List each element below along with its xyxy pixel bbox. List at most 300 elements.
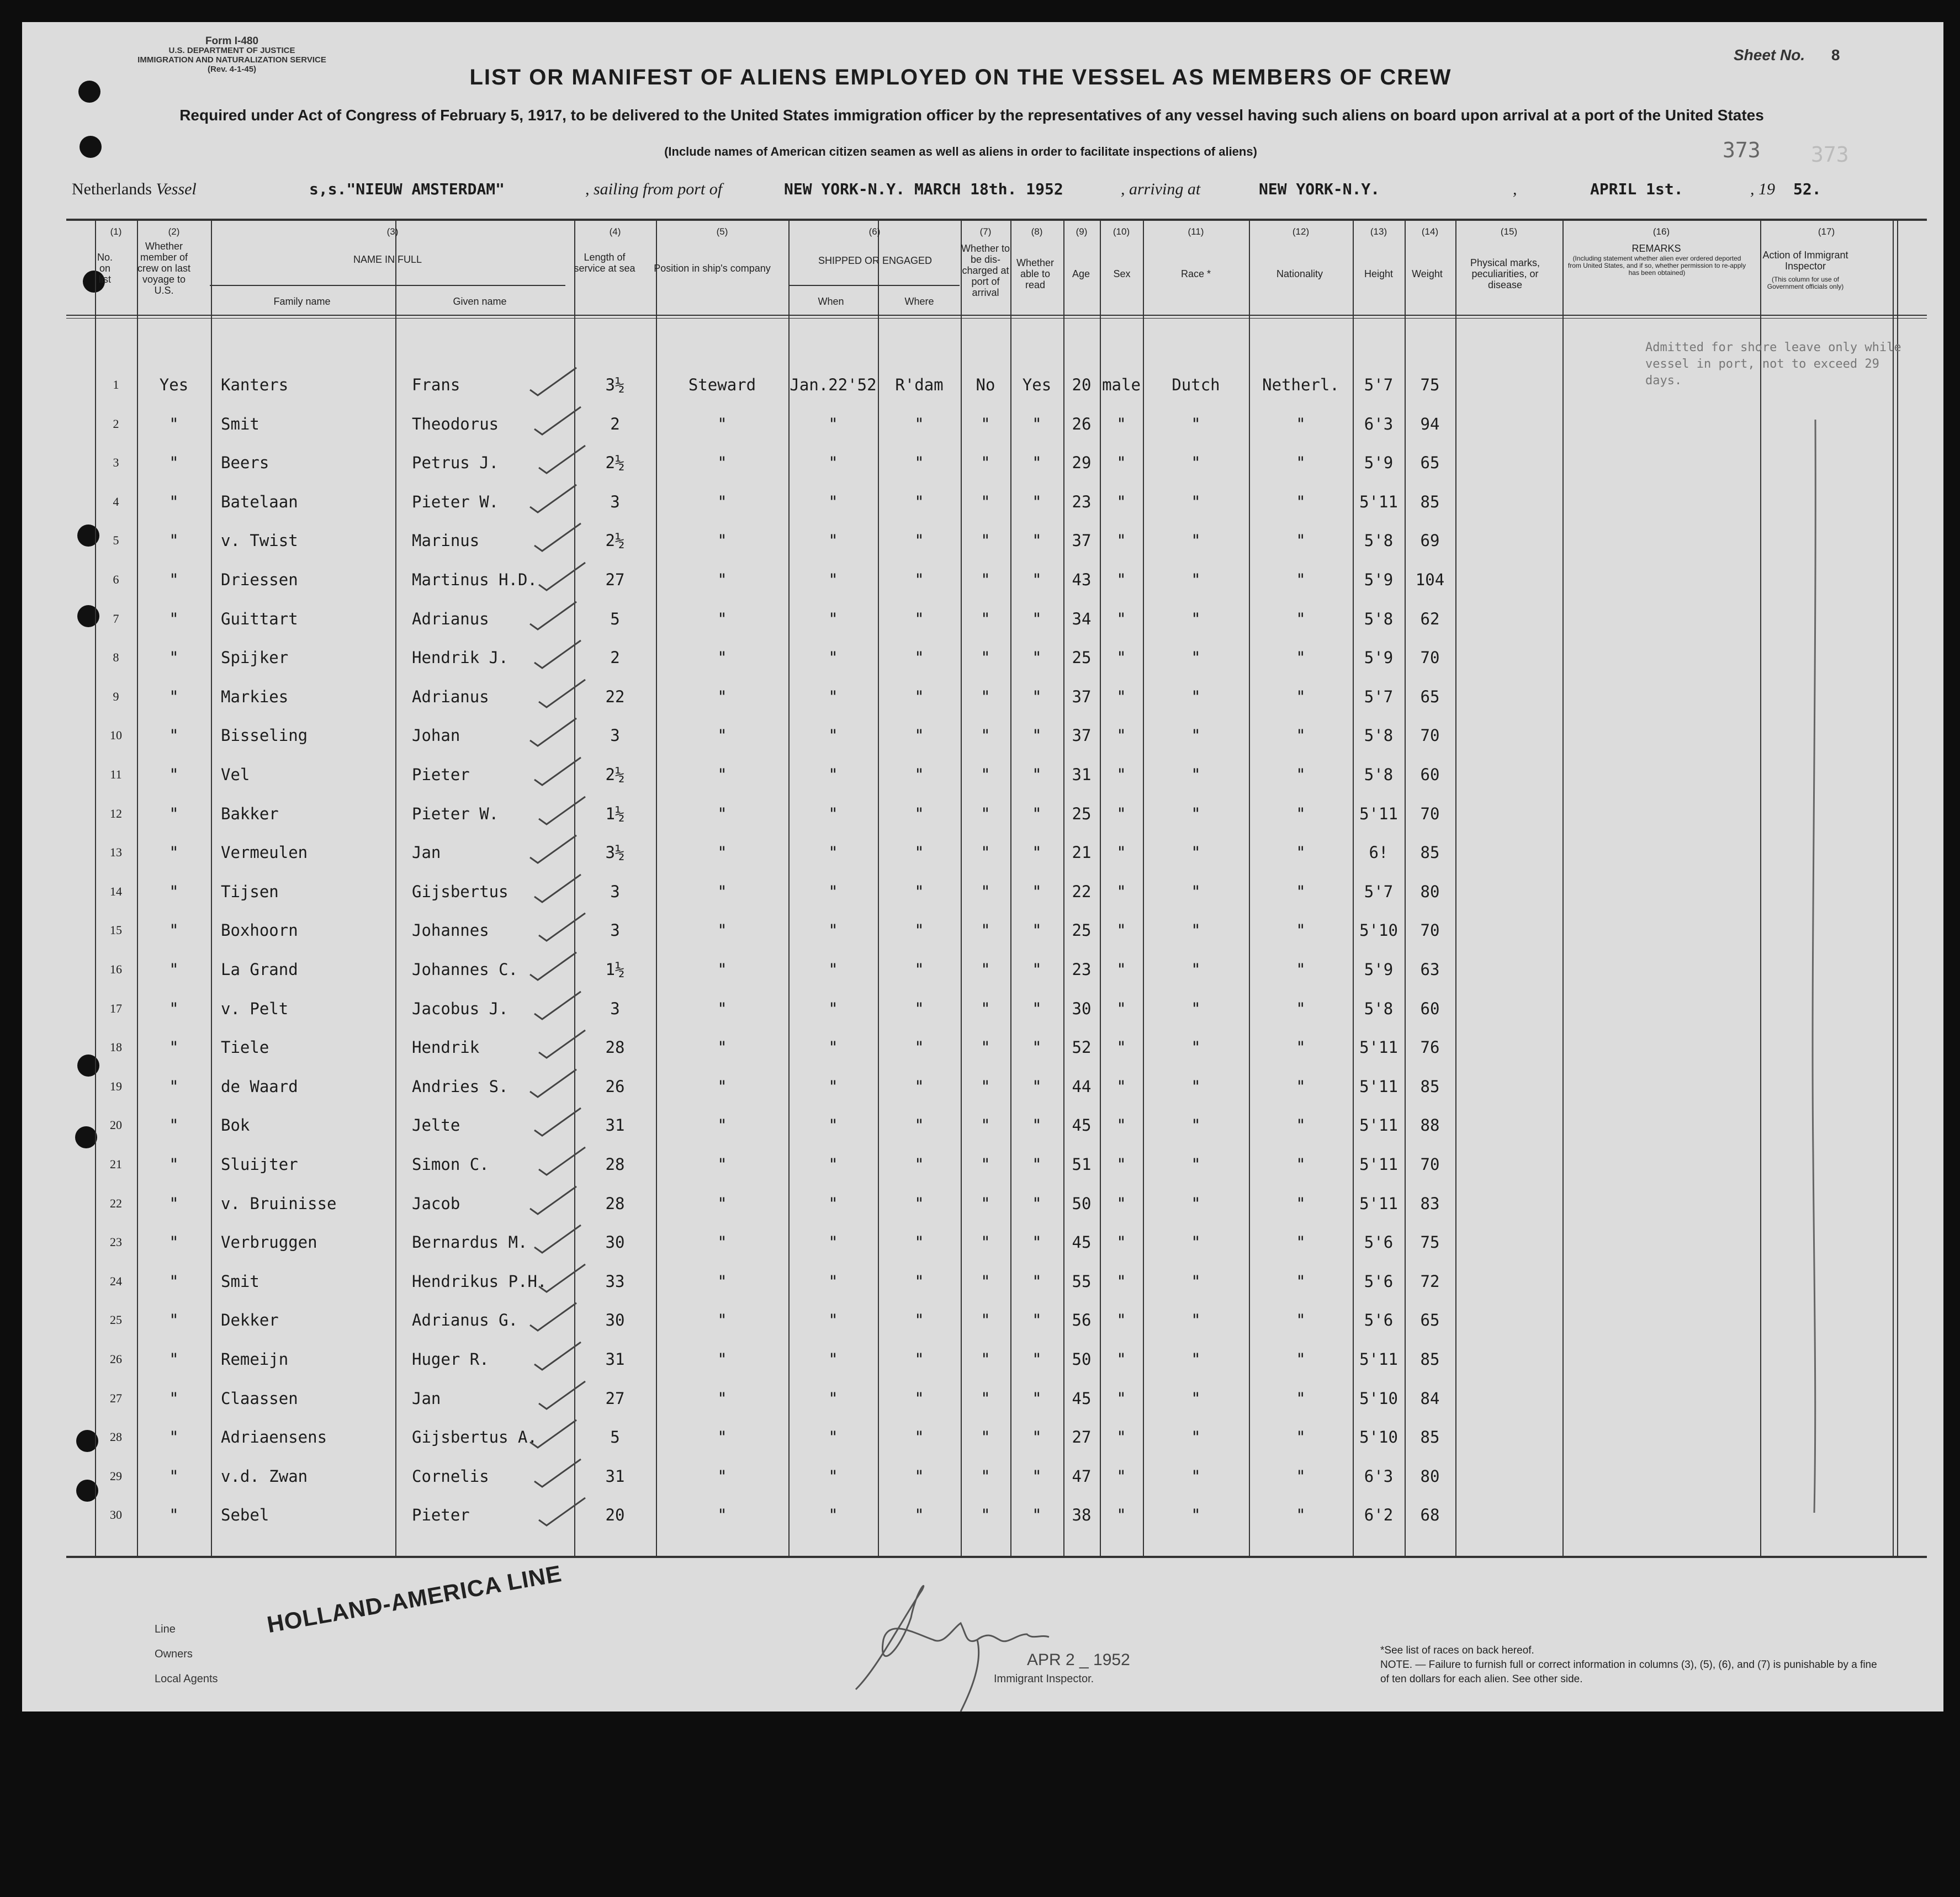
family-name: de Waard (221, 1077, 298, 1096)
age: 38 (1072, 1506, 1092, 1524)
length-of-service: 3½ (605, 843, 625, 862)
where-ditto: " (914, 570, 924, 589)
age: 34 (1072, 610, 1092, 628)
discharged-ditto: " (981, 960, 990, 979)
age: 23 (1072, 960, 1092, 979)
column-number: (13) (1370, 226, 1387, 237)
age: 47 (1072, 1467, 1092, 1486)
column-number: (1) (110, 226, 122, 237)
sex-ditto: " (1116, 1155, 1126, 1174)
check-mark (539, 680, 585, 707)
hdr-nationality: Nationality (1276, 268, 1323, 279)
height: 5'9 (1364, 648, 1394, 667)
discharged-ditto: " (981, 999, 990, 1018)
height: 5'10 (1359, 1389, 1398, 1408)
age: 52 (1072, 1038, 1092, 1057)
given-name: Andries S. (412, 1077, 508, 1096)
comma: , (1513, 180, 1517, 198)
when-ditto: " (828, 687, 838, 706)
discharged-ditto: " (981, 453, 990, 472)
length-of-service: 3 (610, 999, 620, 1018)
sex-ditto: " (1116, 687, 1126, 706)
race-ditto: " (1191, 726, 1201, 745)
height: 5'7 (1364, 375, 1394, 394)
read-ditto: " (1032, 1233, 1042, 1252)
given-name: Bernardus M. (412, 1233, 528, 1252)
row-number: 20 (110, 1118, 122, 1132)
where-ditto: " (914, 1194, 924, 1213)
position-ditto: " (717, 1233, 727, 1252)
weight: 69 (1420, 531, 1440, 550)
where-ditto: " (914, 1428, 924, 1446)
height: 5'11 (1359, 1116, 1398, 1135)
weight: 75 (1420, 375, 1440, 394)
where-ditto: " (914, 687, 924, 706)
when-ditto: " (828, 1116, 838, 1135)
given-name: Pieter (412, 765, 470, 784)
length-of-service: 31 (605, 1467, 625, 1486)
age: 37 (1072, 531, 1092, 550)
discharged-ditto: " (981, 1467, 990, 1486)
footer-agents-label: Local Agents (155, 1673, 218, 1685)
when-ditto: " (828, 610, 838, 628)
check-mark (539, 913, 585, 941)
member-ditto: " (169, 415, 179, 433)
race-ditto: " (1191, 765, 1201, 784)
when-ditto: " (828, 765, 838, 784)
nationality-ditto: " (1296, 843, 1306, 862)
department: U.S. DEPARTMENT OF JUSTICE (168, 46, 295, 55)
weight: 85 (1420, 1077, 1440, 1096)
nationality-ditto: " (1296, 1506, 1306, 1524)
footnote-note: NOTE. — Failure to furnish full or correct information in columns (3), (5), (6), and (7) is punishable by a fine of ten dollars for each alien. See other side. (1380, 1659, 1877, 1685)
family-name: Boxhoorn (221, 921, 298, 940)
where-ditto: " (914, 765, 924, 784)
row-number: 27 (110, 1391, 122, 1405)
arrival-port: NEW YORK-N.Y. (1259, 180, 1380, 198)
member-ditto: " (169, 610, 179, 628)
nationality-ditto: " (1296, 531, 1306, 550)
height: 5'7 (1364, 687, 1394, 706)
position-value: Steward (688, 375, 756, 394)
when-ditto: " (828, 1233, 838, 1252)
discharged-ditto: " (981, 1272, 990, 1291)
height: 5'8 (1364, 610, 1394, 628)
discharged-ditto: " (981, 1506, 990, 1524)
read-ditto: " (1032, 1467, 1042, 1486)
date-stamp: APR 2 _ 1952 (1027, 1651, 1130, 1669)
column-number: (9) (1076, 226, 1088, 237)
weight: 72 (1420, 1272, 1440, 1291)
length-of-service: 1½ (605, 960, 625, 979)
length-of-service: 28 (605, 1194, 625, 1213)
height: 5'8 (1364, 726, 1394, 745)
position-ditto: " (717, 1467, 727, 1486)
age: 25 (1072, 921, 1092, 940)
read-ditto: " (1032, 1311, 1042, 1329)
when-ditto: " (828, 882, 838, 901)
race-ditto: " (1191, 570, 1201, 589)
family-name: Sluijter (221, 1155, 298, 1174)
discharged-ditto: " (981, 492, 990, 511)
family-name: Driessen (221, 570, 298, 589)
hdr-action-note: (This column for use of Government officials only) (1767, 275, 1844, 290)
where-ditto: " (914, 1155, 924, 1174)
discharged-ditto: " (981, 921, 990, 940)
height: 6'3 (1364, 1467, 1394, 1486)
check-mark (530, 485, 576, 512)
read-ditto: " (1032, 765, 1042, 784)
weight: 70 (1420, 804, 1440, 823)
member-ditto: " (169, 1038, 179, 1057)
row-number: 24 (110, 1274, 122, 1288)
sheet-label: Sheet No. (1734, 46, 1805, 63)
read-ditto: " (1032, 960, 1042, 979)
column-number: (4) (609, 226, 621, 237)
row-number: 18 (110, 1040, 122, 1054)
position-ditto: " (717, 726, 727, 745)
discharged-ditto: " (981, 804, 990, 823)
family-name: v. Pelt (221, 999, 289, 1018)
height: 5'10 (1359, 921, 1398, 940)
family-name: Claassen (221, 1389, 298, 1408)
stamp-number-faded: 373 (1811, 142, 1849, 167)
family-name: v. Twist (221, 531, 298, 550)
read-ditto: " (1032, 610, 1042, 628)
height: 5'11 (1359, 1077, 1398, 1096)
when-ditto: " (828, 648, 838, 667)
sex-ditto: " (1116, 843, 1126, 862)
length-of-service: 31 (605, 1350, 625, 1369)
check-mark (539, 1498, 585, 1525)
member-ditto: " (169, 531, 179, 550)
hdr-family-name: Family name (273, 296, 331, 307)
row-number: 29 (110, 1469, 122, 1483)
given-name: Hendrikus P.H. (412, 1272, 547, 1291)
weight: 84 (1420, 1389, 1440, 1408)
discharged-ditto: " (981, 1311, 990, 1329)
read-ditto: " (1032, 921, 1042, 940)
where-ditto: " (914, 531, 924, 550)
check-mark (534, 757, 581, 785)
row-number: 11 (110, 767, 122, 781)
nationality-ditto: " (1296, 999, 1306, 1018)
departure-port-date: NEW YORK-N.Y. MARCH 18th. 1952 (784, 180, 1063, 198)
form-number: Form I-480 (205, 35, 259, 47)
family-name: Tiele (221, 1038, 269, 1057)
family-name: v.d. Zwan (221, 1467, 308, 1486)
age: 25 (1072, 804, 1092, 823)
age: 45 (1072, 1116, 1092, 1135)
hdr-given-name: Given name (453, 296, 507, 307)
read-ditto: " (1032, 531, 1042, 550)
service: IMMIGRATION AND NATURALIZATION SERVICE (137, 55, 326, 65)
member-ditto: " (169, 687, 179, 706)
member-ditto: " (169, 765, 179, 784)
read-ditto: " (1032, 1116, 1042, 1135)
sex-ditto: " (1116, 415, 1126, 433)
family-name: Bisseling (221, 726, 308, 745)
race-ditto: " (1191, 453, 1201, 472)
row-number: 26 (110, 1352, 122, 1366)
race-ditto: " (1191, 531, 1201, 550)
race-ditto: " (1191, 1506, 1201, 1524)
race-ditto: " (1191, 1272, 1201, 1291)
sex-ditto: " (1116, 1116, 1126, 1135)
check-mark (530, 1069, 576, 1097)
family-name: Sebel (221, 1506, 269, 1524)
row-number: 4 (113, 495, 119, 508)
age: 50 (1072, 1350, 1092, 1369)
row-number: 19 (110, 1079, 122, 1093)
sex-ditto: " (1116, 492, 1126, 511)
given-name: Johannes C. (412, 960, 518, 979)
position-ditto: " (717, 1038, 727, 1057)
family-name: Guittart (221, 610, 298, 628)
discharged-ditto: " (981, 1155, 990, 1174)
hdr-sex: Sex (1113, 268, 1131, 279)
height: 6! (1369, 843, 1389, 862)
subtitle: Required under Act of Congress of February 5, 1917, to be delivered to the United States immigration officer by the representatives of any vessel having such aliens on board upon arrival at a port of the United States (179, 107, 1764, 124)
read-ditto: " (1032, 999, 1042, 1018)
given-name: Jan (412, 1389, 441, 1408)
member-ditto: " (169, 1506, 179, 1524)
race-ditto: " (1191, 1077, 1201, 1096)
nationality-ditto: " (1296, 1038, 1306, 1057)
year-prefix: , 19 (1750, 180, 1775, 198)
family-name: Beers (221, 453, 269, 472)
when-ditto: " (828, 726, 838, 745)
hdr-age: Age (1072, 268, 1090, 279)
member-ditto: " (169, 1194, 179, 1213)
discharged-ditto: " (981, 570, 990, 589)
discharged-ditto: " (981, 687, 990, 706)
given-name: Pieter (412, 1506, 470, 1524)
sex-ditto: " (1116, 1428, 1126, 1446)
race-ditto: " (1191, 1038, 1201, 1057)
read-ditto: " (1032, 687, 1042, 706)
when-ditto: " (828, 1467, 838, 1486)
member-ditto: " (169, 921, 179, 940)
family-name: Remeijn (221, 1350, 289, 1369)
height: 5'9 (1364, 453, 1394, 472)
check-mark (530, 835, 576, 863)
hdr-length-service: Length of service at sea (574, 252, 635, 274)
when-ditto: " (828, 1038, 838, 1057)
hdr-remarks: REMARKS (1631, 243, 1681, 254)
read-ditto: " (1032, 1506, 1042, 1524)
where-ditto: " (914, 1389, 924, 1408)
family-name: Bok (221, 1116, 250, 1135)
when-ditto: " (828, 1311, 838, 1329)
age: 31 (1072, 765, 1092, 784)
member-ditto: " (169, 960, 179, 979)
read-ditto: " (1032, 843, 1042, 862)
read-ditto: " (1032, 804, 1042, 823)
row-number: 6 (113, 573, 119, 586)
nationality-ditto: " (1296, 1116, 1306, 1135)
when-ditto: " (828, 1155, 838, 1174)
sex-ditto: " (1116, 960, 1126, 979)
height: 6'2 (1364, 1506, 1394, 1524)
read-ditto: " (1032, 1350, 1042, 1369)
row-number: 30 (110, 1508, 122, 1522)
position-ditto: " (717, 687, 727, 706)
race-ditto: " (1191, 1467, 1201, 1486)
when-ditto: " (828, 960, 838, 979)
weight: 85 (1420, 1428, 1440, 1446)
row-number: 2 (113, 417, 119, 431)
manifest-sheet (22, 22, 1943, 1711)
row-number: 16 (110, 962, 122, 976)
position-ditto: " (717, 804, 727, 823)
sheet-value: 8 (1831, 46, 1840, 63)
family-name: Spijker (221, 648, 289, 667)
family-name: La Grand (221, 960, 298, 979)
sex-value: male (1102, 375, 1141, 394)
read-ditto: " (1032, 1389, 1042, 1408)
column-number: (5) (716, 226, 728, 237)
height: 5'6 (1364, 1311, 1394, 1329)
member-ditto: " (169, 1077, 179, 1096)
hdr-no-on-list: No. on list (97, 252, 113, 285)
check-mark (530, 1303, 576, 1331)
weight: 63 (1420, 960, 1440, 979)
hdr-action: Action of Immigrant Inspector (1762, 250, 1848, 272)
discharged-ditto: " (981, 1116, 990, 1135)
column-number: (6) (868, 226, 881, 237)
member-ditto: " (169, 492, 179, 511)
weight: 104 (1415, 570, 1445, 589)
when-ditto: " (828, 1428, 838, 1446)
vessel-name: s,s."NIEUW AMSTERDAM" (309, 180, 505, 198)
given-name: Hendrik J. (412, 648, 508, 667)
nationality-ditto: " (1296, 610, 1306, 628)
column-number: (14) (1421, 226, 1439, 237)
weight: 88 (1420, 1116, 1440, 1135)
given-name: Petrus J. (412, 453, 499, 472)
where-ditto: " (914, 1506, 924, 1524)
sex-ditto: " (1116, 570, 1126, 589)
height: 5'9 (1364, 960, 1394, 979)
member-ditto: " (169, 1428, 179, 1446)
nationality-ditto: " (1296, 1389, 1306, 1408)
position-ditto: " (717, 1389, 727, 1408)
nationality-ditto: " (1296, 1194, 1306, 1213)
nationality-ditto: " (1296, 1350, 1306, 1369)
weight: 68 (1420, 1506, 1440, 1524)
family-name: Kanters (221, 375, 289, 394)
discharged-ditto: " (981, 1233, 990, 1252)
discharged-ditto: " (981, 726, 990, 745)
when-ditto: " (828, 843, 838, 862)
where-ditto: " (914, 960, 924, 979)
where-ditto: " (914, 415, 924, 433)
height: 6'3 (1364, 415, 1394, 433)
when-ditto: " (828, 1350, 838, 1369)
sex-ditto: " (1116, 765, 1126, 784)
family-name: Markies (221, 687, 289, 706)
row-number: 28 (110, 1430, 122, 1444)
member-ditto: " (169, 1233, 179, 1252)
row-number: 3 (113, 455, 119, 469)
length-of-service: 27 (605, 1389, 625, 1408)
race-ditto: " (1191, 1116, 1201, 1135)
include-note: (Include names of American citizen seamen as well as aliens in order to facilitate inspections of aliens) (664, 145, 1257, 158)
age: 50 (1072, 1194, 1092, 1213)
read-ditto: " (1032, 492, 1042, 511)
height: 5'11 (1359, 492, 1398, 511)
when-value: Jan.22'52 (790, 375, 877, 394)
read-ditto: " (1032, 570, 1042, 589)
race-ditto: " (1191, 415, 1201, 433)
member-ditto: " (169, 882, 179, 901)
race-ditto: " (1191, 610, 1201, 628)
row-number: 15 (110, 923, 122, 937)
when-ditto: " (828, 492, 838, 511)
given-name: Martinus H.D. (412, 570, 537, 589)
nationality-ditto: " (1296, 1077, 1306, 1096)
sex-ditto: " (1116, 804, 1126, 823)
position-ditto: " (717, 1116, 727, 1135)
sex-ditto: " (1116, 1311, 1126, 1329)
remarks-shore-leave: Admitted for shore leave only while vessel in port, not to exceed 29 days. (1645, 341, 1901, 388)
family-name: Bakker (221, 804, 279, 823)
check-mark (539, 1381, 585, 1409)
read-ditto: " (1032, 882, 1042, 901)
age: 45 (1072, 1389, 1092, 1408)
length-of-service: 30 (605, 1233, 625, 1252)
length-of-service: 3 (610, 726, 620, 745)
given-name: Jacobus J. (412, 999, 508, 1018)
family-name: Tijsen (221, 882, 279, 901)
hdr-position: Position in ship's company (654, 263, 771, 274)
race-ditto: " (1191, 921, 1201, 940)
family-name: Verbruggen (221, 1233, 317, 1252)
read-ditto: " (1032, 1155, 1042, 1174)
race-ditto: " (1191, 960, 1201, 979)
column-number: (2) (168, 226, 180, 237)
where-ditto: " (914, 1272, 924, 1291)
weight: 70 (1420, 726, 1440, 745)
handwritten-line (1813, 420, 1815, 1513)
row-number: 17 (110, 1002, 122, 1015)
race-ditto: " (1191, 804, 1201, 823)
race-ditto: " (1191, 1311, 1201, 1329)
weight: 80 (1420, 882, 1440, 901)
weight: 65 (1420, 687, 1440, 706)
length-of-service: 33 (605, 1272, 625, 1291)
age: 56 (1072, 1311, 1092, 1329)
check-mark (534, 1225, 581, 1253)
where-ditto: " (914, 1350, 924, 1369)
given-name: Hendrik (412, 1038, 480, 1057)
discharged-ditto: " (981, 1077, 990, 1096)
given-name: Jan (412, 843, 441, 862)
sex-ditto: " (1116, 1194, 1126, 1213)
where-ditto: " (914, 999, 924, 1018)
position-ditto: " (717, 1506, 727, 1524)
member-ditto: " (169, 726, 179, 745)
hdr-discharged: Whether to be dis-charged at port of arrival (961, 243, 1010, 298)
check-mark (530, 952, 576, 980)
given-name: Jelte (412, 1116, 460, 1135)
race-value: Dutch (1172, 375, 1220, 394)
length-of-service: 3 (610, 882, 620, 901)
age: 22 (1072, 882, 1092, 901)
length-of-service: 30 (605, 1311, 625, 1329)
height: 5'11 (1359, 1350, 1398, 1369)
